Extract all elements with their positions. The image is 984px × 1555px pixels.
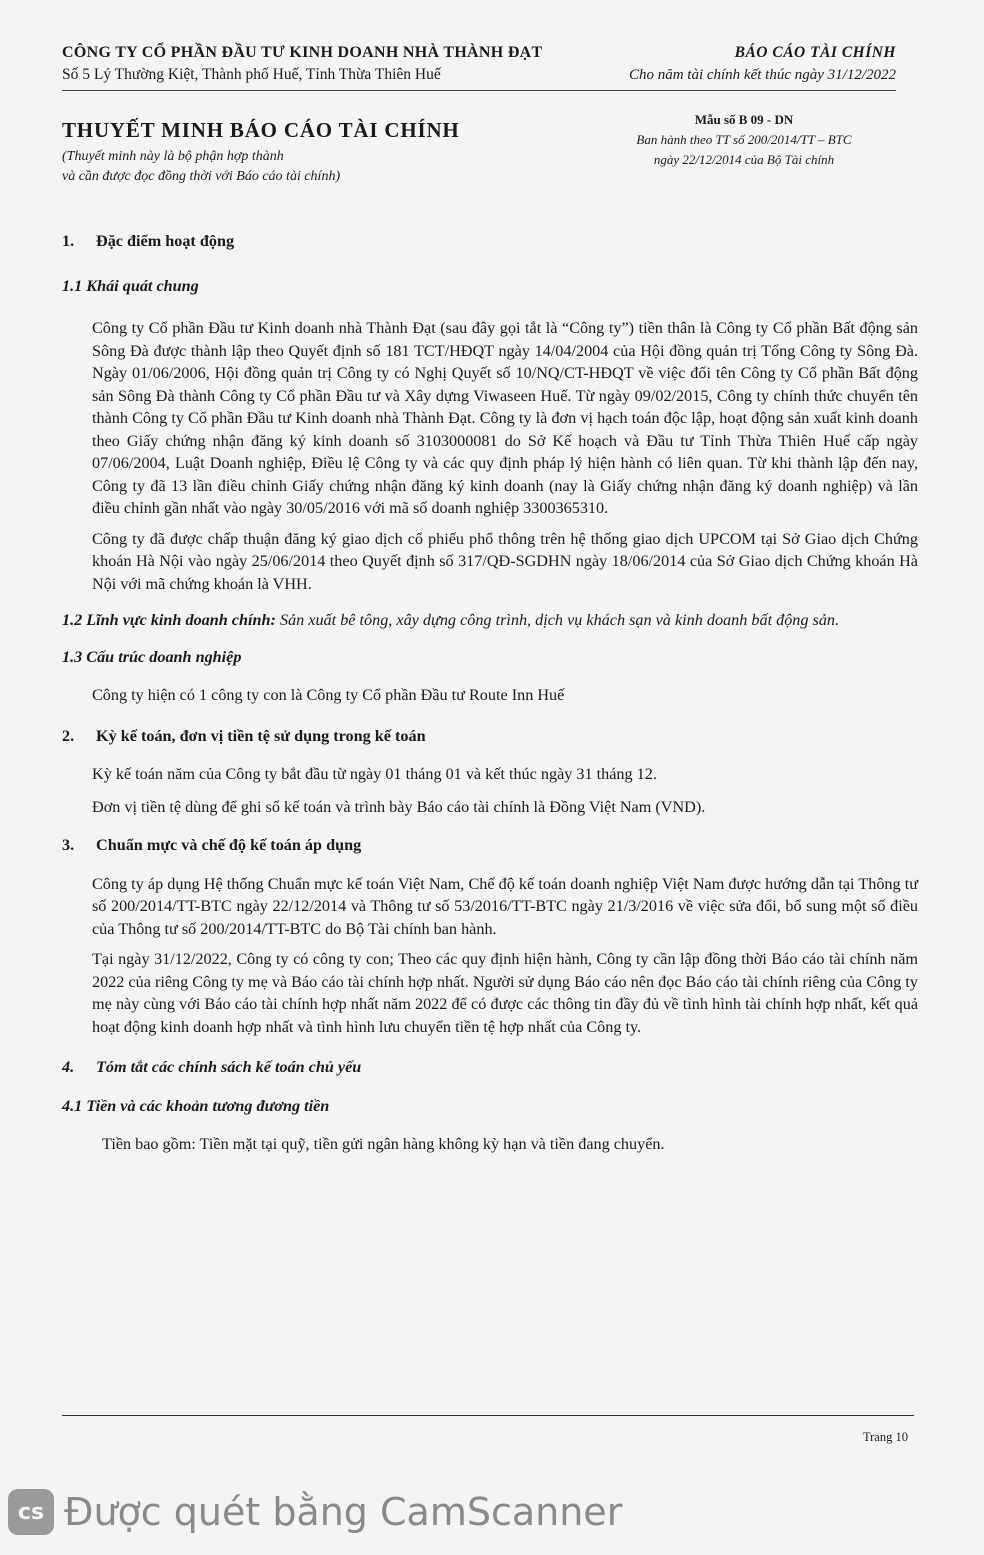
watermark-text: Được quét bằng CamScanner xyxy=(64,1490,623,1534)
section-1-2-paragraph xyxy=(62,609,918,632)
document-body xyxy=(62,230,918,1156)
section-4-1-paragraph: Tiền bao gồm: Tiền mặt tại quỹ, tiền gửi ngân hàng không kỳ hạn và tiền đang chuyển. xyxy=(102,1135,665,1153)
section-title: Lĩnh vực kinh doanh chính: xyxy=(86,611,276,629)
section-2-paragraph-1: Kỳ kế toán năm của Công ty bắt đầu từ ngày 01 tháng 01 và kết thúc ngày 31 tháng 12. xyxy=(92,765,657,783)
section-number: 2. xyxy=(62,726,75,745)
camscanner-watermark xyxy=(8,1488,622,1536)
section-number: 1.1 xyxy=(62,276,83,295)
section-title: Đặc điểm hoạt động xyxy=(96,232,235,250)
report-title: BÁO CÁO TÀI CHÍNH xyxy=(734,44,896,61)
section-number: 1. xyxy=(62,232,75,250)
document-subtitle xyxy=(62,147,340,187)
section-4-heading xyxy=(62,1056,918,1079)
form-number: Mẫu số B 09 - DN xyxy=(694,112,794,127)
form-reference xyxy=(604,110,884,170)
company-address: Số 5 Lý Thường Kiệt, Thành phố Huế, Tỉnh Thừa Thiên Huế xyxy=(62,66,441,83)
section-number: 1.3 xyxy=(62,647,83,666)
section-title: Khái quát chung xyxy=(86,276,199,295)
section-3-paragraph-2: Tại ngày 31/12/2022, Công ty có công ty con; Theo các quy định hiện hành, Công ty cần lập đồng thời Báo cáo tài chính năm 2022 của riêng Công ty mẹ và Báo cáo tài chính hợp nhất. Người sử dụng Báo cáo nên đọc Báo cáo tài chính riêng của Công ty mẹ này cùng với Báo cáo tài chính hợp nhất năm 2022 để có được các thông tin đầy đủ về tình hình tài chính hợp nhất, kết quả hoạt động kinh doanh hợp nhất và tình hình lưu chuyển tiền tệ hợp nhất của Công ty. xyxy=(92,950,918,1036)
page-number: Trang 10 xyxy=(862,1430,908,1444)
section-4-1-heading xyxy=(62,1095,918,1118)
section-1-heading xyxy=(62,230,918,253)
header-divider xyxy=(62,90,896,91)
section-3-paragraph-1: Công ty áp dụng Hệ thống Chuẩn mực kế toán Việt Nam, Chế độ kế toán doanh nghiệp Việt Nam được hướng dẫn tại Thông tư số 200/2014/TT-BTC ngày 22/12/2014 và Thông tư số 53/2016/TT-BTC ngày 21/3/2016 về việc sửa đổi, bổ sung một số điều của Thông tư số 200/2014/TT-BTC do Bộ Tài chính ban hành. xyxy=(92,874,918,938)
section-title: Chuẩn mực và chế độ kế toán áp dụng xyxy=(96,836,362,854)
header-left xyxy=(62,44,582,84)
form-issued-line-1: Ban hành theo TT số 200/2014/TT – BTC xyxy=(636,132,852,147)
section-title: Tóm tắt các chính sách kế toán chủ yếu xyxy=(96,1058,362,1076)
report-period: Cho năm tài chính kết thúc ngày 31/12/2022 xyxy=(628,67,896,83)
header-right xyxy=(556,44,896,84)
subtitle-line-2: và cần được đọc đồng thời với Báo cáo tài chính) xyxy=(62,169,341,184)
section-1-1-paragraph-1: Công ty Cổ phần Đầu tư Kinh doanh nhà Thành Đạt (sau đây gọi tắt là “Công ty”) tiền thân là Công ty Cổ phần Bất động sản Sông Đà được thành lập theo Quyết định số 181 TCT/HĐQT ngày 14/04/2004 của Hội đồng quản trị Tổng Công ty Sông Đà. Ngày 01/06/2006, Hội đồng quản trị Công ty có Nghị Quyết số 10/NQ/CT-HĐQT về việc đổi tên Công ty Cổ phần Bất động sản Sông Đà thành Công ty Cổ phần Đầu tư và Xây dựng Viwaseen Huế. Từ ngày 09/02/2015, Công ty chính thức chuyển tên thành Công ty Cổ phần Đầu tư Kinh doanh nhà Thành Đạt. Công ty là đơn vị hạch toán độc lập, hoạt động sản xuất kinh doanh theo Giấy chứng nhận đăng ký kinh doanh số 3103000081 do Sở Kế hoạch và Đầu tư Tỉnh Thừa Thiên Huế cấp ngày 07/06/2004, Luật Doanh nghiệp, Điều lệ Công ty và các quy định pháp lý hiện hành có liên quan. Từ khi thành lập đến nay, Công ty đã 13 lần điều chỉnh Giấy chứng nhận đăng ký kinh doanh (nay là Giấy chứng nhận đăng ký doanh nghiệp) và lần điều chỉnh gần nhất vào ngày 30/05/2016 với mã số doanh nghiệp 3300365310. xyxy=(92,319,918,517)
section-2-heading xyxy=(62,725,918,748)
section-title: Kỳ kế toán, đơn vị tiền tệ sử dụng trong kế toán xyxy=(96,726,426,745)
section-1-1-heading xyxy=(62,275,918,298)
section-title: Tiền và các khoản tương đương tiền xyxy=(86,1096,330,1115)
section-title: Cấu trúc doanh nghiệp xyxy=(86,647,242,666)
form-issued-line-2: ngày 22/12/2014 của Bộ Tài chính xyxy=(653,152,835,167)
section-1-3-paragraph: Công ty hiện có 1 công ty con là Công ty Cổ phần Đầu tư Route Inn Huế xyxy=(92,686,565,704)
subtitle-line-1: (Thuyết minh này là bộ phận hợp thành xyxy=(62,149,284,164)
footer-divider xyxy=(62,1415,914,1416)
section-number: 4. xyxy=(62,1058,75,1076)
section-2-paragraph-2: Đơn vị tiền tệ dùng để ghi sổ kế toán và trình bày Báo cáo tài chính là Đồng Việt Nam (VND). xyxy=(92,797,706,816)
section-1-3-heading xyxy=(62,646,918,669)
section-number: 1.2 xyxy=(62,611,83,629)
section-body: Sản xuất bê tông, xây dựng công trình, dịch vụ khách sạn và kinh doanh bất động sản. xyxy=(279,611,840,629)
document-title: THUYẾT MINH BÁO CÁO TÀI CHÍNH xyxy=(62,118,460,142)
section-3-heading xyxy=(62,834,918,857)
section-1-1-paragraph-2: Công ty đã được chấp thuận đăng ký giao dịch cổ phiếu phổ thông trên hệ thống giao dịch UPCOM tại Sở Giao dịch Chứng khoán Hà Nội vào ngày 25/06/2014 theo Quyết định số 317/QĐ-SGDHN ngày 18/06/2014 của Sở Giao dịch Chứng khoán Hà Nội với mã chứng khoán là VHH. xyxy=(92,529,918,593)
camscanner-logo-icon: cs xyxy=(8,1489,54,1535)
company-name: CÔNG TY CỔ PHẦN ĐẦU TƯ KINH DOANH NHÀ THÀNH ĐẠT xyxy=(62,44,543,61)
section-number: 4.1 xyxy=(62,1096,83,1115)
section-number: 3. xyxy=(62,836,75,854)
